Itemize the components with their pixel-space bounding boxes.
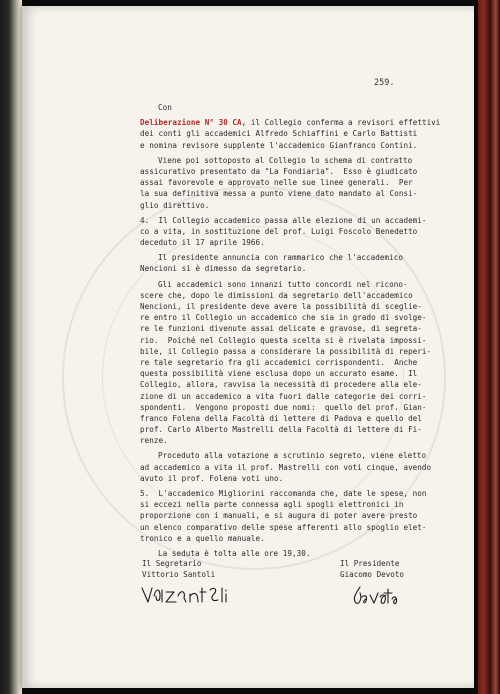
- text-line: Il presidente annuncia con rammarico che l'accademico: [158, 253, 403, 263]
- signature-block-president: [340, 558, 404, 580]
- text-line: assicurativo presentato da "La Fondiaria". Esso è giudicato: [140, 166, 418, 176]
- text-line: la sua definitiva messa a punto viene dato mandato al Consi-: [140, 189, 418, 199]
- text-line: La seduta è tolta alle ore 19,30.: [158, 548, 311, 558]
- text-line: Collegio, allora, ravvisa la necessità di procedere alla ele-: [140, 380, 422, 390]
- book-binding: [0, 0, 22, 694]
- text-line: Con: [158, 103, 172, 112]
- text-line: scere che, dopo le dimissioni da segretario dell'accademico: [140, 290, 413, 300]
- text-line: prof. Carlo Alberto Mastrelli della Facoltà di lettere di Fi-: [140, 425, 422, 435]
- text-line: si eccezi nella parte connessa agli spogli elettronici in: [140, 500, 404, 510]
- text-line: re tale segretario fra gli accademici corrispondenti. Anche: [140, 357, 418, 367]
- text-line: tronico e a quello manuale.: [140, 533, 265, 543]
- text-line: e nomina revisore supplente l'accademico Gianfranco Contini.: [140, 140, 418, 150]
- text-line: dei conti gli accademici Alfredo Schiaffini e Carlo Battisti: [140, 129, 418, 139]
- text-line: un elenco comparativo delle spese afferenti allo spoglio elet-: [140, 522, 427, 532]
- text-line: co a vita, in sostituzione del prof. Luigi Foscolo Benedetto: [140, 226, 418, 236]
- text-line: bile, il Collegio passa a considerare la possibilità di reperi-: [140, 346, 432, 356]
- text-line: Nencioni, il presidente deve avere la possibilità di sceglie-: [140, 302, 422, 311]
- president-name: Giacomo Devoto: [340, 570, 405, 579]
- text-line: deceduto il 17 aprile 1966.: [140, 238, 265, 248]
- book-cover-edge: [478, 0, 500, 694]
- document-page: [22, 6, 474, 688]
- text-line: ad accademico a vita il prof. Mastrelli con voti cinque, avendo: [140, 462, 432, 472]
- text-line: re le funzioni divenute assai delicate e gravose, di segreta-: [140, 324, 422, 334]
- text-line: renze.: [140, 436, 168, 446]
- text-line: Viene poi sottoposto al Collegio lo schema di contratto: [158, 155, 413, 165]
- text-line: proporzione con i manuali, e si augura di poter avere presto: [140, 511, 418, 521]
- text-line: re entro il Collegio un accademico che sia in grado di svolge-: [140, 313, 427, 323]
- text-line: avuto il prof. Folena voti uno.: [140, 473, 284, 483]
- president-role: Il Presidente: [340, 559, 400, 568]
- signature-block-secretary: [142, 558, 215, 580]
- handwritten-signature-president: [350, 583, 398, 607]
- minutes-body-text: [140, 102, 440, 559]
- text-line: glio direttivo.: [140, 200, 210, 210]
- text-line: rio. Poiché nel Collegio questa scelta si è rivelata impossi-: [140, 335, 427, 345]
- secretary-role: Il Segretario: [142, 559, 202, 568]
- text-line: 4. Il Collegio accademico passa alle elezione di un accademi-: [140, 215, 427, 225]
- page-number: 259.: [374, 78, 395, 88]
- text-line: Proceduto alla votazione a scrutinio segreto, viene eletto: [158, 451, 427, 461]
- text-line: 5. L'accademico Migliorini raccomanda che, date le spese, non: [140, 489, 427, 498]
- text-line: Gli accademici sono innanzi tutto concordi nel ricono-: [158, 279, 408, 289]
- secretary-name: Vittorio Santoli: [142, 570, 216, 579]
- text-line: franco Folena della Facoltà di lettere di Padova e quello del: [140, 413, 422, 423]
- text-line: zione di un accademico a vita fuori dalle categorie dei corri-: [140, 391, 427, 401]
- text-line: spondenti. Vengono proposti due nomi: quello del prof. Gian-: [140, 402, 427, 412]
- deliberation-number: Deliberazione N° 30 CA,: [140, 118, 247, 128]
- handwritten-signature-secretary: [140, 582, 236, 606]
- text-line: Deliberazione N° 30 CA, il Collegio conferma a revisori effettivi: [140, 118, 441, 128]
- text-line: assai favorevole e approvato nelle sue linee generali. Per: [140, 178, 413, 188]
- text-line: questa possibilità viene esclusa dopo un accurato esame. Il: [140, 369, 418, 379]
- text-line: Nencioni si è dimesso da segretario.: [140, 264, 307, 274]
